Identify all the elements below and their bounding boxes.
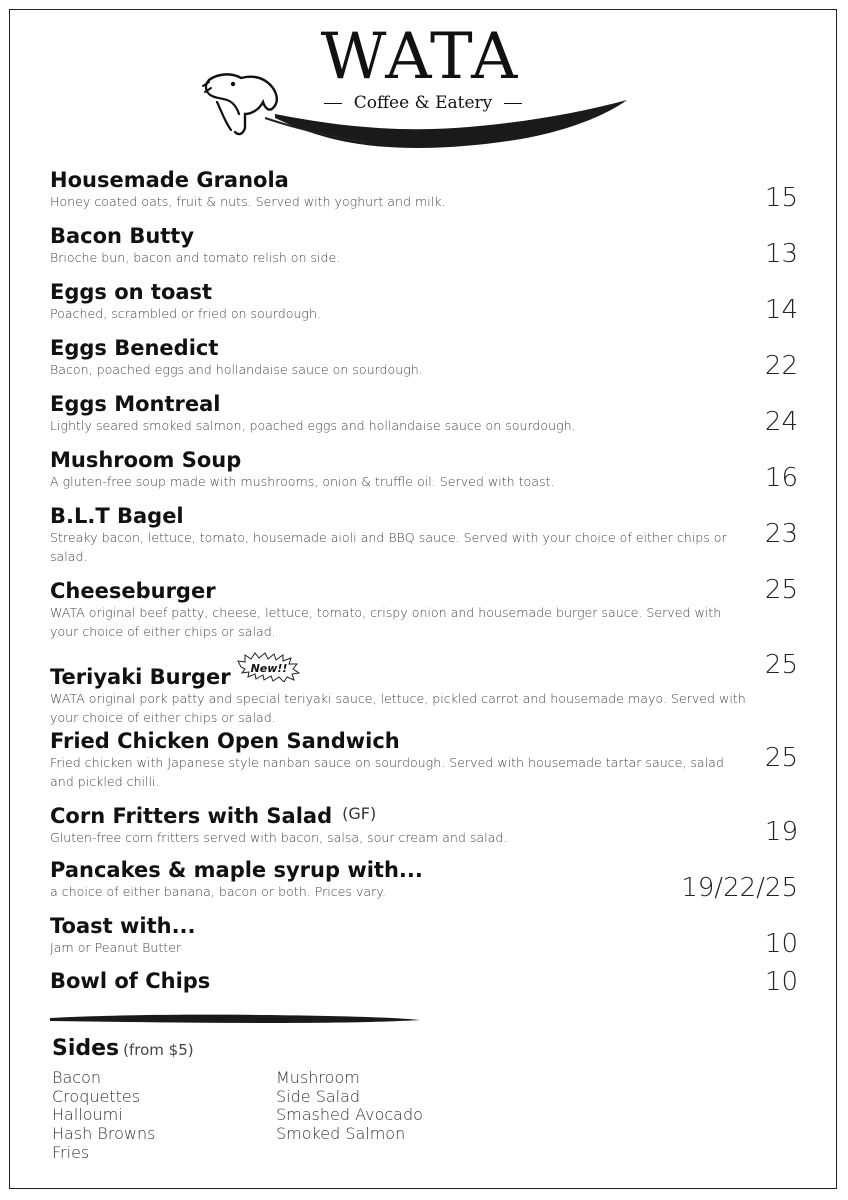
sides-price-note: (from $5) bbox=[123, 1041, 194, 1059]
item-price: 24 bbox=[764, 407, 798, 437]
item-name bbox=[50, 652, 750, 690]
item-name: Eggs Montreal bbox=[50, 392, 221, 416]
menu-item bbox=[50, 335, 750, 380]
new-badge-label: New!! bbox=[250, 662, 288, 675]
item-description: a choice of either banana, bacon or both. Prices vary. bbox=[50, 884, 386, 899]
menu-item bbox=[50, 503, 750, 566]
menu-item bbox=[50, 279, 750, 324]
item-name: Eggs Benedict bbox=[50, 336, 219, 360]
item-description: Streaky bacon, lettuce, tomato, housemade aioli and BBQ sauce. Served with your choice of either chips or salad. bbox=[50, 530, 727, 564]
item-price: 23 bbox=[764, 519, 798, 549]
item-description: Poached, scrambled or fried on sourdough. bbox=[50, 306, 321, 321]
item-price: 25 bbox=[764, 575, 798, 605]
dog-brush-logo bbox=[195, 70, 635, 160]
menu-item bbox=[50, 652, 750, 727]
item-description: Gluten-free corn fritters served with bacon, salsa, sour cream and salad. bbox=[50, 830, 508, 845]
item-price: 22 bbox=[764, 351, 798, 381]
item-price: 10 bbox=[764, 967, 798, 997]
item-name: Mushroom Soup bbox=[50, 448, 242, 472]
item-name: Cheeseburger bbox=[50, 579, 216, 603]
menu-item bbox=[50, 578, 750, 641]
sides-list-left bbox=[52, 1069, 155, 1163]
item-name: Bacon Butty bbox=[50, 224, 195, 248]
item-price: 15 bbox=[764, 183, 798, 213]
item-price: 19/22/25 bbox=[681, 873, 798, 903]
side-item: Side Salad bbox=[276, 1086, 361, 1106]
item-name-text: Corn Fritters with Salad bbox=[50, 804, 333, 828]
side-item: Hash Browns bbox=[52, 1124, 156, 1144]
item-name: B.L.T Bagel bbox=[50, 504, 184, 528]
item-description: Fried chicken with Japanese style nanban sauce on sourdough. Served with housemade tartar sauce, salad and pickled chilli. bbox=[50, 755, 724, 789]
item-description: Honey coated oats, fruit & nuts. Served with yoghurt and milk. bbox=[50, 194, 446, 209]
item-description: WATA original pork patty and special teriyaki sauce, lettuce, pickled carrot and housemade mayo. Served with your choice of either chips or salad. bbox=[50, 691, 746, 725]
item-price: 19 bbox=[764, 817, 798, 847]
item-price: 25 bbox=[764, 650, 798, 680]
item-name-text: Teriyaki Burger bbox=[50, 665, 231, 689]
menu-item bbox=[50, 447, 750, 492]
sides-title: Sides bbox=[52, 1036, 120, 1061]
item-name bbox=[50, 801, 750, 829]
item-name: Bowl of Chips bbox=[50, 969, 211, 993]
menu-item bbox=[50, 223, 750, 268]
side-item: Mushroom bbox=[276, 1068, 360, 1087]
side-item: Croquettes bbox=[52, 1086, 141, 1106]
side-item: Fries bbox=[52, 1142, 90, 1162]
item-description: Jam or Peanut Butter bbox=[50, 940, 182, 955]
item-description: A gluten-free soup made with mushrooms, onion & truffle oil. Served with toast. bbox=[50, 474, 555, 489]
item-description: Brioche bun, bacon and tomato relish on side. bbox=[50, 250, 341, 265]
menu-item bbox=[50, 913, 750, 958]
side-item: Smoked Salmon bbox=[276, 1124, 406, 1144]
item-name: Eggs on toast bbox=[50, 280, 213, 304]
menu-item bbox=[50, 968, 750, 994]
side-item: Smashed Avocado bbox=[276, 1105, 423, 1125]
menu-item bbox=[50, 167, 750, 212]
gluten-free-tag: (GF) bbox=[342, 804, 377, 823]
item-description: WATA original beef patty, cheese, lettuce, tomato, crispy onion and housemade burger sauce. Served with your choice of either chips or salad. bbox=[50, 605, 722, 639]
menu-item bbox=[50, 728, 750, 791]
side-item: Halloumi bbox=[52, 1105, 123, 1125]
menu-item bbox=[50, 857, 750, 902]
item-name: Pancakes & maple syrup with... bbox=[50, 858, 423, 882]
menu-item bbox=[50, 801, 750, 848]
item-price: 14 bbox=[764, 295, 798, 325]
item-name: Fried Chicken Open Sandwich bbox=[50, 729, 400, 753]
sides-heading bbox=[52, 1036, 194, 1063]
item-name: Toast with... bbox=[50, 914, 196, 938]
brand-tagline: Coffee & Eatery bbox=[318, 92, 528, 114]
item-price: 13 bbox=[764, 239, 798, 269]
menu-item bbox=[50, 391, 750, 436]
item-price: 25 bbox=[764, 743, 798, 773]
item-price: 16 bbox=[764, 463, 798, 493]
brush-divider bbox=[48, 1012, 423, 1026]
item-name: Housemade Granola bbox=[50, 168, 289, 192]
brand-logo-title: WATA bbox=[320, 20, 520, 94]
item-price: 10 bbox=[764, 929, 798, 959]
sides-list-right bbox=[276, 1069, 423, 1144]
item-description: Bacon, poached eggs and hollandaise sauce on sourdough. bbox=[50, 362, 423, 377]
side-item: Bacon bbox=[52, 1068, 102, 1087]
item-description: Lightly seared smoked salmon, poached eggs and hollandaise sauce on sourdough. bbox=[50, 418, 576, 433]
new-badge bbox=[237, 652, 301, 682]
